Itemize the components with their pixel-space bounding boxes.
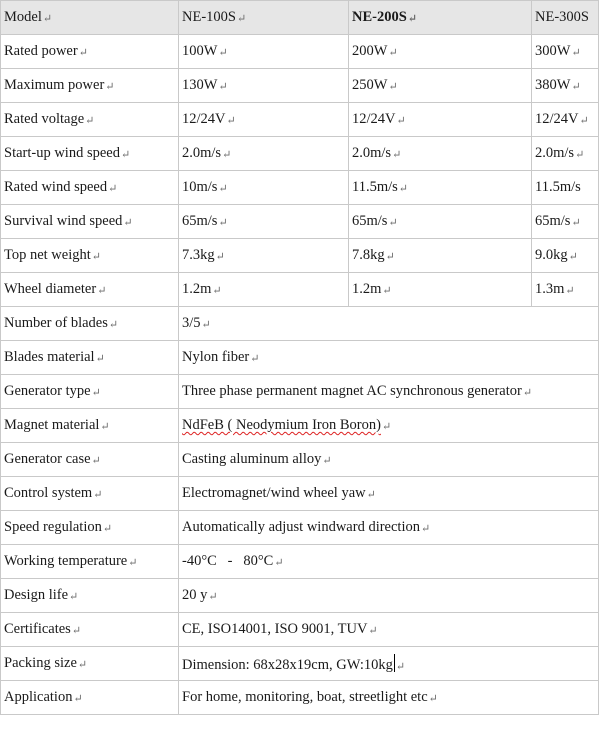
spec-row <box>1 647 599 681</box>
spec-value-cell <box>179 35 349 69</box>
spec-value-cell <box>179 137 349 171</box>
spec-value-cell <box>179 69 349 103</box>
spec-label-cell <box>1 69 179 103</box>
spec-label-cell <box>1 443 179 477</box>
paragraph-mark-icon: ↵ <box>385 251 395 263</box>
spec-label: Top net weight <box>4 247 91 263</box>
header-model-3: NE-300S <box>535 9 589 25</box>
spec-value: 9.0kg <box>535 247 568 263</box>
spec-row <box>1 35 599 69</box>
spec-value: 7.8kg <box>352 247 385 263</box>
spec-value-cell <box>349 103 532 137</box>
spec-value-cell <box>179 613 599 647</box>
spec-label-cell <box>1 137 179 171</box>
paragraph-mark-icon: ↵ <box>226 115 236 127</box>
spec-label: Survival wind speed <box>4 213 123 229</box>
spec-label: Speed regulation <box>4 519 102 535</box>
paragraph-mark-icon: ↵ <box>398 183 409 195</box>
header-model-cell <box>532 1 599 35</box>
spec-value: 2.0m/s <box>182 145 222 161</box>
spec-value: 12/24V <box>535 111 579 127</box>
paragraph-mark-icon: ↵ <box>428 693 438 705</box>
spec-value: 2.0m/s <box>535 145 575 161</box>
spec-table-body <box>1 1 599 715</box>
paragraph-mark-icon: ↵ <box>388 217 398 229</box>
header-model-2: NE-200S <box>352 9 407 25</box>
spec-label: Generator case <box>4 451 91 467</box>
spec-row <box>1 69 599 103</box>
spec-label: Rated wind speed <box>4 179 108 195</box>
spec-row <box>1 579 599 613</box>
spec-label: Working temperature <box>4 553 128 569</box>
spec-label: Packing size <box>4 655 77 671</box>
spec-label-cell <box>1 205 179 239</box>
spec-row <box>1 103 599 137</box>
spec-label-cell <box>1 477 179 511</box>
header-model-cell <box>179 1 349 35</box>
spec-value-cell <box>349 137 532 171</box>
spec-value: 65m/s <box>182 213 218 229</box>
paragraph-mark-icon: ↵ <box>222 149 232 161</box>
paragraph-mark-icon: ↵ <box>128 557 138 569</box>
spec-row <box>1 341 599 375</box>
spec-value-cell <box>532 137 599 171</box>
spec-label: Certificates <box>4 621 71 637</box>
paragraph-mark-icon: ↵ <box>366 489 376 501</box>
paragraph-mark-icon: ↵ <box>69 591 79 603</box>
spec-value-cell <box>349 205 532 239</box>
spec-value: Casting aluminum alloy <box>182 451 322 467</box>
spec-value: 12/24V <box>182 111 226 127</box>
paragraph-mark-icon: ↵ <box>108 183 118 195</box>
spec-value-cell <box>179 375 599 409</box>
spec-value: Dimension: 68x28x19cm, GW:10kg <box>182 656 393 673</box>
spec-row <box>1 307 599 341</box>
spec-value-cell <box>179 681 599 715</box>
spec-value: 100W <box>182 43 218 59</box>
paragraph-mark-icon: ↵ <box>100 421 110 433</box>
spec-label-cell <box>1 171 179 205</box>
spec-value-cell <box>349 69 532 103</box>
spec-label-cell <box>1 647 179 681</box>
spec-label: Magnet material <box>4 417 100 433</box>
spec-label: Design life <box>4 587 69 603</box>
spec-value: 7.3kg <box>182 247 215 263</box>
spec-value-cell <box>179 239 349 273</box>
paragraph-mark-icon: ↵ <box>420 523 431 535</box>
header-label-cell <box>1 1 179 35</box>
paragraph-mark-icon: ↵ <box>215 251 225 263</box>
spec-row <box>1 239 599 273</box>
paragraph-mark-icon: ↵ <box>322 455 332 467</box>
paragraph-mark-icon: ↵ <box>201 319 211 331</box>
spec-value: 130W <box>182 77 218 93</box>
paragraph-mark-icon: ↵ <box>91 251 101 263</box>
spec-label: Wheel diameter <box>4 281 97 297</box>
paragraph-mark-icon: ↵ <box>123 217 133 229</box>
header-row <box>1 1 599 35</box>
spec-row <box>1 375 599 409</box>
spec-label: Application <box>4 689 73 705</box>
paragraph-mark-icon: ↵ <box>392 149 402 161</box>
spec-value-cell <box>179 103 349 137</box>
paragraph-mark-icon: ↵ <box>368 625 378 637</box>
spec-value-cell <box>349 171 532 205</box>
paragraph-mark-icon: ↵ <box>407 13 418 25</box>
spec-value: Electromagnet/wind wheel yaw <box>182 485 366 501</box>
spec-label: Number of blades <box>4 315 108 331</box>
paragraph-mark-icon: ↵ <box>382 285 392 297</box>
spec-row <box>1 273 599 307</box>
paragraph-mark-icon: ↵ <box>91 387 101 399</box>
spec-label: Control system <box>4 485 93 501</box>
spec-row <box>1 511 599 545</box>
spec-value-cell <box>532 239 599 273</box>
paragraph-mark-icon: ↵ <box>208 591 218 603</box>
paragraph-mark-icon: ↵ <box>102 523 113 535</box>
spec-label-cell <box>1 511 179 545</box>
spec-value-cell <box>179 273 349 307</box>
spec-value: 12/24V <box>352 111 396 127</box>
paragraph-mark-icon: ↵ <box>571 47 581 59</box>
spec-value-cell <box>532 205 599 239</box>
spec-value-cell <box>179 477 599 511</box>
spec-value: 20 y <box>182 587 208 603</box>
spec-value: 2.0m/s <box>352 145 392 161</box>
paragraph-mark-icon: ↵ <box>73 693 83 705</box>
spec-row <box>1 545 599 579</box>
spec-label-cell <box>1 307 179 341</box>
spec-value: 3/5 <box>182 315 201 331</box>
spec-label: Blades material <box>4 349 95 365</box>
spec-value-cell <box>349 35 532 69</box>
spec-value: 300W <box>535 43 571 59</box>
spec-value: -40°C - 80°C <box>182 553 274 569</box>
paragraph-mark-icon: ↵ <box>108 319 119 331</box>
spec-label-cell <box>1 35 179 69</box>
spec-label-cell <box>1 545 179 579</box>
paragraph-mark-icon: ↵ <box>388 47 398 59</box>
spec-value-cell[interactable] <box>179 647 599 681</box>
spec-value-cell <box>179 511 599 545</box>
spec-value-cell <box>532 69 599 103</box>
spec-label-cell <box>1 273 179 307</box>
spec-value-cell <box>179 205 349 239</box>
spec-value-cell <box>179 307 599 341</box>
spec-value: 200W <box>352 43 388 59</box>
spec-value: Three phase permanent magnet AC synchronous generator <box>182 383 522 399</box>
paragraph-mark-icon: ↵ <box>218 47 228 59</box>
spec-value: 10m/s <box>182 179 218 195</box>
spec-value: 1.3m <box>535 281 565 297</box>
spec-label-cell <box>1 341 179 375</box>
spec-label-cell <box>1 579 179 613</box>
spec-label: Start-up wind speed <box>4 145 120 161</box>
paragraph-mark-icon: ↵ <box>97 285 107 297</box>
paragraph-mark-icon: ↵ <box>395 660 406 673</box>
spec-value: 65m/s <box>352 213 388 229</box>
paragraph-mark-icon: ↵ <box>250 353 260 365</box>
paragraph-mark-icon: ↵ <box>71 625 82 637</box>
paragraph-mark-icon: ↵ <box>95 353 105 365</box>
spec-value-cell <box>532 103 599 137</box>
spec-value: 380W <box>535 77 571 93</box>
spec-label: Rated voltage <box>4 111 85 127</box>
spec-label: Rated power <box>4 43 78 59</box>
paragraph-mark-icon: ↵ <box>571 81 581 93</box>
paragraph-mark-icon: ↵ <box>105 81 115 93</box>
paragraph-mark-icon: ↵ <box>274 557 284 569</box>
spec-value-cell <box>179 341 599 375</box>
spec-label-cell <box>1 103 179 137</box>
header-model-cell <box>349 1 532 35</box>
header-model-1: NE-100S <box>182 9 236 25</box>
spec-value: 11.5m/s <box>535 179 581 195</box>
spec-value-cell <box>179 545 599 579</box>
spec-row <box>1 171 599 205</box>
spec-value-cell <box>532 171 599 205</box>
text-cursor <box>394 654 395 672</box>
spec-label-cell <box>1 409 179 443</box>
spec-value-cell <box>349 239 532 273</box>
paragraph-mark-icon: ↵ <box>388 81 398 93</box>
spec-value: 11.5m/s <box>352 179 398 195</box>
spec-value: For home, monitoring, boat, streetlight etc <box>182 689 428 705</box>
spec-value-cell <box>349 273 532 307</box>
paragraph-mark-icon: ↵ <box>91 455 101 467</box>
spec-row <box>1 613 599 647</box>
paragraph-mark-icon: ↵ <box>218 217 228 229</box>
paragraph-mark-icon: ↵ <box>236 13 247 25</box>
spec-row <box>1 443 599 477</box>
spec-value-cell <box>532 273 599 307</box>
paragraph-mark-icon: ↵ <box>120 149 131 161</box>
spec-value: Automatically adjust windward direction <box>182 519 420 535</box>
spec-label: Maximum power <box>4 77 105 93</box>
spec-label: Generator type <box>4 383 91 399</box>
spec-value: CE, ISO14001, ISO 9001, TUV <box>182 621 368 637</box>
paragraph-mark-icon: ↵ <box>575 149 585 161</box>
paragraph-mark-icon: ↵ <box>396 115 406 127</box>
paragraph-mark-icon: ↵ <box>85 115 95 127</box>
spec-row <box>1 477 599 511</box>
paragraph-mark-icon: ↵ <box>212 285 222 297</box>
paragraph-mark-icon: ↵ <box>565 285 575 297</box>
spec-label-cell <box>1 375 179 409</box>
paragraph-mark-icon: ↵ <box>42 13 53 25</box>
paragraph-mark-icon: ↵ <box>93 489 103 501</box>
spec-value-cell <box>179 409 599 443</box>
spec-value: 1.2m <box>352 281 382 297</box>
spec-row <box>1 409 599 443</box>
paragraph-mark-icon: ↵ <box>568 251 578 263</box>
spec-row <box>1 137 599 171</box>
paragraph-mark-icon: ↵ <box>218 81 228 93</box>
paragraph-mark-icon: ↵ <box>522 387 533 399</box>
paragraph-mark-icon: ↵ <box>78 47 88 59</box>
spec-label-cell <box>1 613 179 647</box>
spec-value-cell <box>179 171 349 205</box>
spec-row <box>1 681 599 715</box>
paragraph-mark-icon: ↵ <box>218 183 228 195</box>
spec-value: 250W <box>352 77 388 93</box>
spec-value: 1.2m <box>182 281 212 297</box>
spec-label-cell <box>1 681 179 715</box>
header-label: Model <box>4 9 42 25</box>
paragraph-mark-icon: ↵ <box>571 217 581 229</box>
paragraph-mark-icon: ↵ <box>77 659 88 671</box>
spec-value: Nylon fiber <box>182 349 250 365</box>
spec-value-cell <box>179 579 599 613</box>
spec-row <box>1 205 599 239</box>
spec-value-cell <box>179 443 599 477</box>
spec-value-spellcheck: NdFeB ( Neodymium Iron Boron) <box>182 417 381 433</box>
paragraph-mark-icon: ↵ <box>381 421 392 433</box>
spec-label-cell <box>1 239 179 273</box>
spec-value: 65m/s <box>535 213 571 229</box>
spec-value-cell <box>532 35 599 69</box>
paragraph-mark-icon: ↵ <box>579 115 589 127</box>
